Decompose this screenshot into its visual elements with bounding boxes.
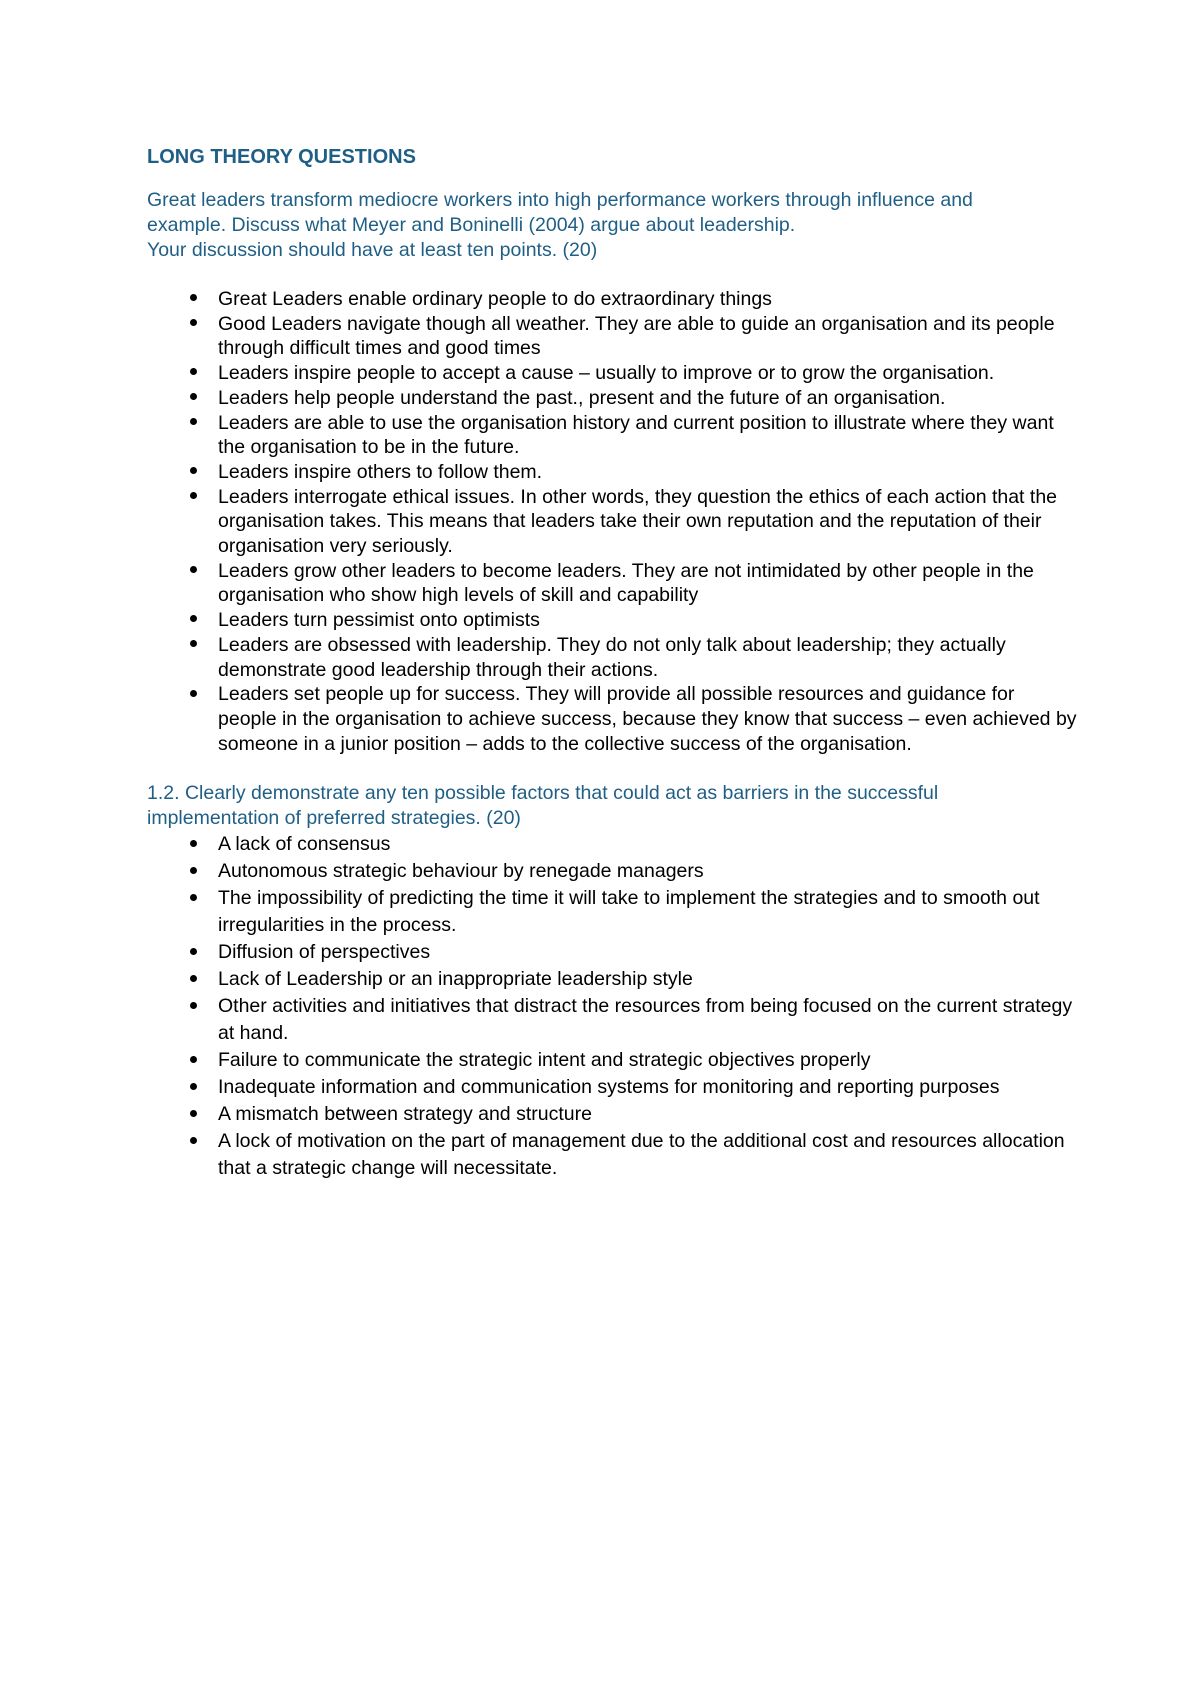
list-item-text: Leaders set people up for success. They will provide all possible resources and guidance for people in the organisation to achieve success, because they know that success – even achieved by someone in a junior position – adds to the collective success of the organisation. — [218, 683, 1077, 755]
question-2-line: 1.2. Clearly demonstrate any ten possible factors that could act as barriers in the successful — [147, 782, 939, 805]
answer-list-1 — [147, 287, 1077, 756]
list-item-text: Lack of Leadership or an inappropriate leadership style — [218, 968, 693, 991]
list-item — [147, 312, 1077, 361]
list-item — [147, 1128, 1077, 1182]
list-item — [147, 1074, 1077, 1101]
list-item-text: The impossibility of predicting the time it will take to implement the strategies and to smooth out irregularities in the process. — [218, 887, 1040, 937]
list-item — [147, 608, 1077, 633]
list-item — [147, 287, 1077, 312]
list-item-text: Leaders inspire others to follow them. — [218, 460, 543, 483]
list-item — [147, 939, 1077, 966]
bullet-icon — [188, 993, 198, 1020]
list-item-text: A lack of consensus — [218, 833, 391, 856]
list-item — [147, 1047, 1077, 1074]
list-item-text: Other activities and initiatives that distract the resources from being focused on the current strategy at hand. — [218, 995, 1073, 1045]
bullet-icon — [188, 682, 198, 707]
list-item — [147, 361, 1077, 386]
list-item — [147, 485, 1077, 559]
bullet-icon — [188, 939, 198, 966]
list-item-text: Leaders help people understand the past., present and the future of an organisation. — [218, 386, 946, 409]
list-item-text: Leaders interrogate ethical issues. In other words, they question the ethics of each action that the organisation takes. This means that leaders take their own reputation and the reputation of their organisation very seriously. — [218, 485, 1058, 558]
bullet-icon — [188, 287, 198, 312]
list-item-text: Leaders grow other leaders to become leaders. They are not intimidated by other people in the organisation who show high levels of skill and capability — [218, 559, 1034, 607]
question-1-line: example. Discuss what Meyer and Boninelli (2004) argue about leadership. — [147, 214, 796, 236]
list-item-text: Leaders turn pessimist onto optimists — [218, 609, 540, 632]
bullet-icon — [188, 485, 198, 510]
list-item — [147, 633, 1077, 682]
list-item — [147, 682, 1077, 756]
list-item — [147, 966, 1077, 993]
question-2-line: implementation of preferred strategies. (20) — [147, 807, 521, 830]
question-2 — [147, 781, 1077, 831]
bullet-icon — [188, 1047, 198, 1074]
bullet-icon — [188, 885, 198, 912]
bullet-icon — [188, 633, 198, 658]
list-item — [147, 993, 1077, 1047]
page-title: LONG THEORY QUESTIONS — [147, 146, 416, 168]
bullet-icon — [188, 858, 198, 885]
list-item-text: A mismatch between strategy and structure — [218, 1103, 592, 1126]
list-item-text: A lock of motivation on the part of management due to the additional cost and resources allocation that a strategic change will necessitate. — [218, 1130, 1065, 1180]
bullet-icon — [188, 966, 198, 993]
bullet-icon — [188, 411, 198, 436]
list-item-text: Diffusion of perspectives — [218, 941, 431, 964]
bullet-icon — [188, 312, 198, 337]
list-item — [147, 1101, 1077, 1128]
question-1 — [147, 188, 1077, 263]
question-1-line: Your discussion should have at least ten points. (20) — [147, 239, 598, 261]
bullet-icon — [188, 1074, 198, 1101]
list-item — [147, 858, 1077, 885]
list-item-text: Leaders inspire people to accept a cause – usually to improve or to grow the organisation. — [218, 362, 995, 385]
bullet-icon — [188, 386, 198, 411]
list-item-text: Autonomous strategic behaviour by renegade managers — [218, 860, 704, 883]
list-item-text: Good Leaders navigate though all weather. They are able to guide an organisation and its people through difficult times and good times — [218, 312, 1055, 360]
list-item-text: Failure to communicate the strategic intent and strategic objectives properly — [218, 1049, 871, 1072]
list-item — [147, 885, 1077, 939]
list-item — [147, 460, 1077, 485]
list-item-text: Leaders are obsessed with leadership. They do not only talk about leadership; they actually demonstrate good leadership through their actions. — [218, 633, 1006, 681]
list-item — [147, 559, 1077, 608]
bullet-icon — [188, 608, 198, 633]
list-item — [147, 411, 1077, 460]
list-item-text: Inadequate information and communication systems for monitoring and reporting purposes — [218, 1076, 1000, 1099]
list-item — [147, 386, 1077, 411]
bullet-icon — [188, 831, 198, 858]
list-item-text: Leaders are able to use the organisation history and current position to illustrate where they want the organisation to be in the future. — [218, 411, 1054, 459]
bullet-icon — [188, 1128, 198, 1155]
question-1-line: Great leaders transform mediocre workers into high performance workers through influence and — [147, 189, 973, 211]
bullet-icon — [188, 559, 198, 584]
bullet-icon — [188, 460, 198, 485]
list-item — [147, 831, 1077, 858]
list-item-text: Great Leaders enable ordinary people to do extraordinary things — [218, 288, 772, 310]
answer-list-2 — [147, 831, 1077, 1182]
bullet-icon — [188, 1101, 198, 1128]
document-content — [147, 145, 1077, 1182]
bullet-icon — [188, 361, 198, 386]
